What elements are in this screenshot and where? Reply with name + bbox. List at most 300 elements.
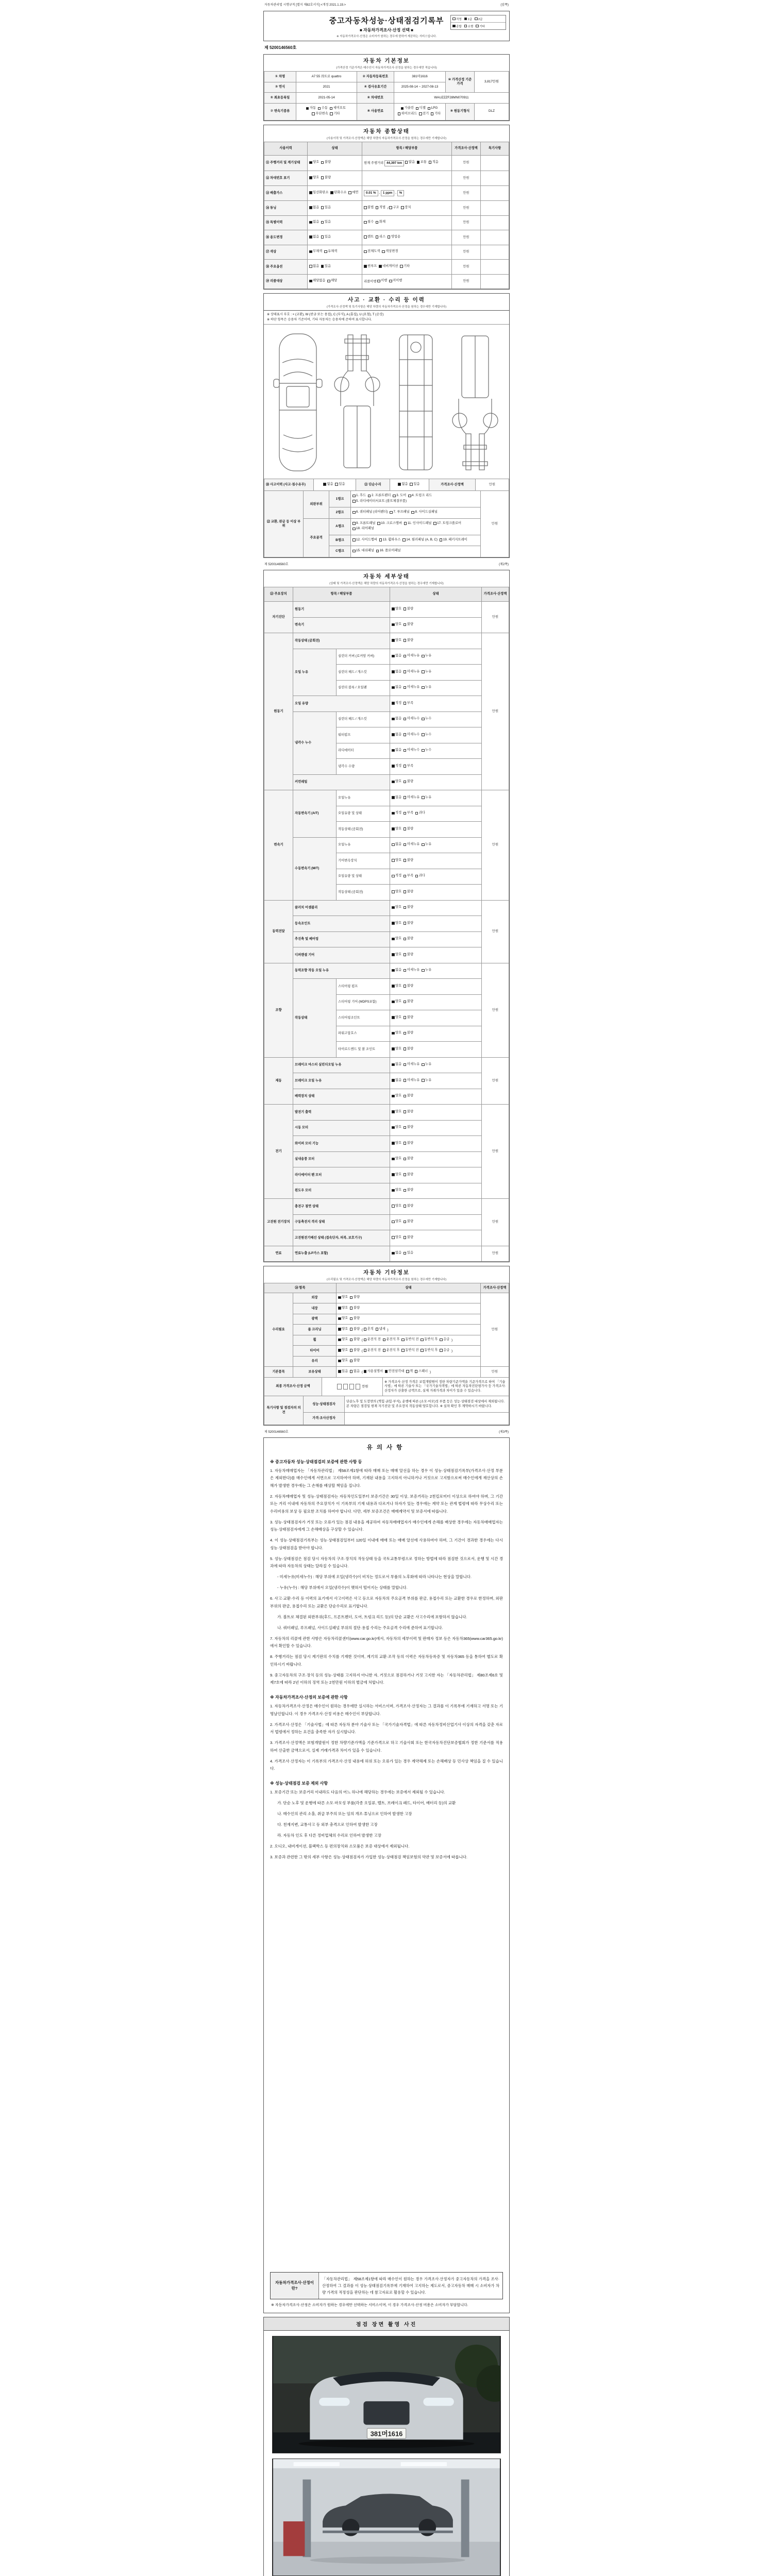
exchange-label: ㉒ 교환, 판금 등 이상 부위 (264, 491, 304, 557)
checkbox-unchecked[interactable]: 기타 (476, 24, 485, 28)
checkbox-checked[interactable]: 해당없음 (309, 279, 325, 283)
checkbox-unchecked[interactable]: 불량 (404, 890, 413, 894)
checkbox-checked[interactable]: 적정 (392, 764, 401, 769)
checkbox-checked[interactable]: 없음 (392, 733, 401, 737)
checkbox-unchecked[interactable]: 수동 (318, 106, 328, 111)
checkbox-unchecked[interactable]: 불량 (404, 1235, 413, 1240)
checkbox-unchecked[interactable]: 누수 (422, 733, 431, 737)
checkbox-checked[interactable]: 있음 (338, 1369, 348, 1374)
checkbox-unchecked[interactable]: 렌트 (364, 235, 374, 240)
checkbox-unchecked[interactable]: 불량 (404, 921, 413, 926)
subitem-label: 스티어링조인트 (337, 1010, 390, 1026)
item-label: 수동변속기 (M/T) (293, 837, 337, 900)
checkbox-unchecked[interactable]: 미세누유 (404, 1062, 419, 1067)
checkbox-unchecked[interactable]: 세미오토 (330, 106, 346, 111)
checkbox-unchecked[interactable]: 있음 (321, 235, 331, 240)
checkbox-icon (361, 1370, 367, 1374)
checkbox-unchecked[interactable]: 3. 도어 (393, 494, 406, 498)
item-label: 등속조인트 (293, 916, 390, 932)
checkbox-unchecked[interactable]: 불량 (404, 1125, 413, 1130)
checkbox-unchecked[interactable]: 운전석 전 (364, 1348, 381, 1353)
state-cell (390, 711, 482, 727)
checkbox-unchecked[interactable]: 누유 (422, 654, 431, 658)
state-cell (308, 274, 362, 289)
checkbox-unchecked[interactable]: 11. 인사이드패널 (404, 521, 432, 526)
checkbox-checked[interactable]: 양호 (392, 1031, 401, 1036)
checkbox-checked[interactable]: 있음 (321, 264, 331, 269)
checkbox-unchecked[interactable]: 누유 (422, 685, 431, 690)
checkbox-unchecked[interactable]: 없음 (309, 264, 319, 269)
remark-cell (481, 245, 509, 260)
checkbox-unchecked[interactable]: 양호 (392, 1235, 401, 1240)
amount-digit-box (343, 1384, 348, 1389)
checkbox-unchecked[interactable]: 12. 사이드멤버 (352, 538, 377, 543)
checkbox-unchecked[interactable]: 있음 (321, 206, 331, 210)
checkbox-checked[interactable]: 없음 (323, 482, 333, 487)
checkbox-unchecked[interactable]: 적정 (392, 874, 401, 878)
checkbox-unchecked[interactable]: 기타 (431, 112, 441, 116)
checkbox-icon (440, 538, 443, 541)
checkbox-checked[interactable]: 적정 (392, 701, 401, 706)
checkbox-icon (422, 796, 425, 799)
checkbox-unchecked[interactable]: 부족 (404, 811, 413, 816)
checkbox-checked[interactable]: 없음 (392, 654, 401, 658)
checkbox-checked[interactable]: 양호 (392, 1188, 401, 1193)
checkbox-checked[interactable]: 양호 (392, 779, 401, 784)
checkbox-unchecked[interactable]: 색상변경 (382, 249, 398, 254)
checkbox-unchecked[interactable]: 불량 (350, 1295, 360, 1300)
checkbox-checked[interactable]: 양호 (309, 176, 319, 180)
checkbox-icon (392, 953, 395, 956)
checkbox-unchecked[interactable]: 불량 (404, 638, 413, 643)
checkbox-unchecked[interactable]: 불량 (404, 607, 413, 612)
checkbox-icon (338, 1360, 341, 1363)
checkbox-icon (404, 765, 407, 768)
checkbox-unchecked[interactable]: 구조 (389, 206, 399, 210)
checkbox-unchecked[interactable]: 불량 (404, 1047, 413, 1052)
remark-cell (481, 215, 509, 230)
checkbox-checked[interactable]: 양호 (392, 1094, 401, 1098)
checkbox-unchecked[interactable]: 19. 패키지트레이 (440, 538, 467, 543)
checkbox-checked[interactable]: 양호 (392, 1157, 401, 1161)
checkbox-unchecked[interactable]: 1. 후드 (352, 494, 366, 498)
checkbox-icon (392, 796, 395, 799)
subitem-label: 스티어링 기어 (MDPS포함) (337, 994, 390, 1010)
checkbox-checked[interactable]: 양호 (392, 921, 401, 926)
checkbox-unchecked[interactable]: 17. 트렁크플로어 (433, 521, 461, 526)
checkbox-unchecked[interactable]: 양호 (392, 1219, 401, 1224)
checkbox-checked[interactable]: 없음 (309, 206, 319, 210)
checkbox-icon (464, 18, 467, 21)
state-cell (337, 1303, 481, 1314)
checkbox-icon (376, 221, 379, 224)
checkbox-unchecked[interactable]: 불량 (404, 937, 413, 941)
table-row (264, 1073, 509, 1089)
checkbox-icon (350, 1349, 353, 1352)
checkbox-checked[interactable]: 양호 (392, 622, 401, 627)
checkbox-checked[interactable]: 양호 (392, 827, 401, 832)
checkbox-unchecked[interactable]: 누유 (422, 968, 431, 973)
checkbox-checked[interactable]: 없음 (392, 1251, 401, 1256)
checkbox-icon (383, 1338, 386, 1342)
table-row (264, 979, 509, 995)
checkbox-checked[interactable]: 없음 (398, 482, 408, 487)
checkbox-unchecked[interactable]: 4. 트렁크 리드 (408, 494, 432, 498)
checkbox-unchecked[interactable]: 기타 (400, 264, 410, 269)
checkbox-unchecked[interactable]: 침수 (364, 220, 374, 225)
state-cell (337, 1367, 481, 1378)
subitem-label: 실린더 헤드 / 개스킷 (337, 665, 390, 681)
checkbox-unchecked[interactable]: 불량 (404, 779, 413, 784)
checkbox-unchecked[interactable]: 불량 (350, 1316, 360, 1321)
checkbox-unchecked[interactable]: 무단변속 (312, 112, 328, 116)
section-comprehensive-state-title: 자동차 종합상태 (363, 128, 410, 134)
checkbox-checked[interactable]: 양호 (338, 1306, 348, 1311)
table-row (264, 963, 509, 979)
checkbox-unchecked[interactable]: 동반석 전 (401, 1348, 418, 1353)
table-row (264, 230, 509, 245)
checkbox-unchecked[interactable]: 과다 (415, 874, 425, 878)
checkbox-unchecked[interactable]: LPG (428, 106, 438, 111)
table-row (264, 602, 509, 618)
checkbox-unchecked[interactable]: 불량 (404, 1173, 413, 1177)
comprehensive-table (264, 142, 509, 290)
checkbox-checked[interactable]: 없음 (309, 220, 319, 225)
checkbox-checked[interactable]: 양호 (309, 160, 319, 165)
item-label: 브레이크 마스터 실린더오일 누유 (293, 1057, 390, 1073)
checkbox-unchecked[interactable]: 디젤 (416, 106, 426, 111)
item-label: 커먼레일 (293, 774, 390, 790)
checkbox-unchecked[interactable]: 운전석 후 (383, 1348, 400, 1353)
checkbox-unchecked[interactable]: 미이행 (389, 279, 402, 283)
checkbox-unchecked[interactable]: 리스 (376, 235, 385, 240)
checkbox-unchecked[interactable]: 영업용 (388, 235, 400, 240)
inspector-class-box (450, 15, 506, 30)
checkbox-unchecked[interactable]: 누유 (422, 670, 431, 674)
checkbox-unchecked[interactable]: 많음 (405, 160, 415, 165)
checkbox-unchecked[interactable]: 불량 (404, 984, 413, 989)
checkbox-checked[interactable]: 자동 (306, 106, 316, 111)
checkbox-unchecked[interactable]: 없음 (392, 842, 401, 847)
checkbox-unchecked[interactable]: 5. 라디에이터서포트 (볼트체결부품) (352, 499, 407, 504)
checkbox-checked[interactable]: 네비게이션 (379, 264, 398, 269)
checkbox-checked[interactable]: 무채색 (309, 249, 322, 254)
checkbox-checked[interactable]: 양호 (392, 1141, 401, 1146)
checkbox-unchecked[interactable]: 흔적 (364, 1327, 374, 1332)
checkbox-checked[interactable]: 양호 (392, 638, 401, 643)
checkbox-unchecked[interactable]: 적법 (376, 206, 385, 210)
checkbox-checked[interactable]: 없음 (392, 670, 401, 674)
checkbox-checked[interactable]: 안전삼각대 (385, 1369, 404, 1374)
car-diagram-front-frame (330, 329, 384, 476)
checkbox-icon (338, 1328, 341, 1331)
checkbox-unchecked[interactable]: 미세누수 (404, 733, 419, 737)
field-value (394, 103, 446, 120)
checkbox-icon (404, 843, 407, 846)
checkbox-icon (398, 112, 401, 115)
table-row (264, 900, 509, 916)
checkbox-unchecked[interactable]: 없음 (350, 1369, 360, 1374)
checkbox-checked[interactable]: 썬루프 (364, 264, 377, 269)
checkbox-unchecked[interactable]: 불량 (404, 1188, 413, 1193)
checkbox-unchecked[interactable]: 있음 (404, 1251, 413, 1256)
checkbox-unchecked[interactable]: 있음 (410, 482, 419, 487)
checkbox-unchecked[interactable]: 해당 (327, 279, 337, 283)
checkbox-icon (404, 1205, 407, 1208)
checkbox-unchecked[interactable]: 불량 (350, 1327, 360, 1332)
notice-item: 가. 단순 노후 및 운행에 따른 소모·마모성 부품(각종 오일류, 벨트, 브레이크 패드, 타이어, 배터리 등)의 교환 (277, 1801, 456, 1806)
checkbox-unchecked[interactable]: 불량 (350, 1348, 360, 1353)
price-cell: 만원 (452, 156, 481, 171)
checkbox-checked[interactable]: 없음 (309, 235, 319, 240)
state-cell (390, 1151, 482, 1167)
checkbox-icon (392, 1126, 395, 1129)
state-cell (390, 1120, 482, 1136)
checkbox-icon (321, 176, 324, 179)
checkbox-unchecked[interactable]: 부족 (404, 874, 413, 878)
price-cell: 만원 (481, 491, 509, 557)
checkbox-checked[interactable]: 없음 (392, 1062, 401, 1067)
rank-label: B랭크 (329, 535, 351, 546)
item-label: 타이어 (293, 1346, 337, 1357)
checkbox-checked[interactable]: 사용설명서 (364, 1369, 383, 1374)
checkbox-checked[interactable]: 일산화탄소 (309, 191, 328, 195)
checkbox-unchecked[interactable]: 7. 루프패널 (390, 510, 409, 515)
section-photos (263, 2317, 510, 2576)
checkbox-unchecked[interactable]: 14. 필러패널 (A, B, C) (402, 538, 438, 543)
notice-item: 6. 사고·교환·수리 등 이력의 표기에서 사고이력은 사고 등으로 자동차의 주요골격 부위를 판금, 용접수리 또는 교환한 경우로 한정하며, 외판부위의 판금, 용접수리 또는 교환은 단순수리로 표기합니다. (270, 1596, 503, 1608)
checkbox-unchecked[interactable]: 있음 (335, 482, 345, 487)
checkbox-unchecked[interactable]: 소형 (464, 24, 474, 28)
checkbox-unchecked[interactable]: 유채색 (324, 249, 337, 254)
checkbox-unchecked[interactable]: 불량 (404, 1141, 413, 1146)
checkbox-unchecked[interactable]: 불량 (350, 1359, 360, 1363)
checkbox-checked[interactable]: 양호 (392, 905, 401, 910)
checkbox-unchecked[interactable]: 매연 (348, 191, 358, 195)
item-label: 충전구 절연 상태 (293, 1199, 390, 1215)
checkbox-unchecked[interactable]: 응급 (440, 1337, 449, 1342)
checkbox-unchecked[interactable]: 9. 프론트패널 (352, 521, 375, 526)
checkbox-unchecked[interactable]: 부족 (404, 701, 413, 706)
etc-info-table (264, 1283, 509, 1378)
checkbox-checked[interactable]: 양호 (338, 1348, 348, 1353)
checkbox-unchecked[interactable]: 불량 (404, 1157, 413, 1161)
item-label: 내장 (293, 1303, 337, 1314)
checkbox-unchecked[interactable]: 동반석 전 (401, 1337, 418, 1342)
checkbox-checked[interactable]: 양호 (392, 1125, 401, 1130)
checkbox-checked[interactable]: 없음 (392, 717, 401, 721)
checkbox-unchecked[interactable]: 18. 리어패널 (352, 527, 374, 531)
checkbox-unchecked[interactable]: 장치 (401, 206, 411, 210)
checkbox-unchecked[interactable]: 미세누유 (404, 685, 419, 690)
checkbox-unchecked[interactable]: 있음 (321, 220, 331, 225)
checkbox-unchecked[interactable]: 불량 (404, 1015, 413, 1020)
checkbox-unchecked[interactable]: 불량 (404, 999, 413, 1004)
checkbox-icon (404, 1095, 407, 1098)
checkbox-checked[interactable]: 양호 (338, 1327, 348, 1332)
remark-cell (481, 156, 509, 171)
checkbox-unchecked[interactable]: 불량 (404, 1031, 413, 1036)
checkbox-checked[interactable]: 양호 (338, 1337, 348, 1342)
checkbox-icon (364, 221, 367, 224)
checkbox-unchecked[interactable]: 불량 (404, 1110, 413, 1114)
checkbox-icon (452, 25, 456, 28)
checkbox-unchecked[interactable]: 미세누유 (404, 968, 419, 973)
checkbox-unchecked[interactable]: 16. 플로어패널 (376, 549, 401, 553)
checkbox-unchecked[interactable]: 전체도색 (364, 249, 380, 254)
checkbox-unchecked[interactable]: 미세누유 (404, 1078, 419, 1083)
checkbox-icon (324, 250, 327, 253)
checkbox-checked[interactable]: 종합 (452, 24, 462, 28)
item-label: 보유상태 (293, 1367, 337, 1378)
checkbox-unchecked[interactable]: 불량 (404, 1219, 413, 1224)
checkbox-unchecked[interactable]: 잭 (406, 1369, 413, 1374)
notice-item: - 미세누유(미세누수) : 해당 부위에 오일(냉각수)이 비치는 정도로서 부품의 노후화에 따라 나타나는 현상을 말합니다. (277, 1574, 472, 1580)
checkbox-checked[interactable]: 양호 (392, 984, 401, 989)
checkbox-unchecked[interactable]: 누유 (422, 842, 431, 847)
checkbox-checked[interactable]: 1급 (464, 17, 472, 21)
checkbox-icon (309, 265, 312, 268)
checkbox-unchecked[interactable]: 불량 (404, 905, 413, 910)
checkbox-unchecked[interactable]: 누수 (422, 717, 431, 721)
checkbox-icon (404, 1063, 407, 1066)
checkbox-unchecked[interactable]: 10. 크로스멤버 (377, 521, 402, 526)
checkbox-unchecked[interactable]: 미세누유 (404, 795, 419, 800)
checkbox-unchecked[interactable]: 8. 사이드실패널 (411, 510, 438, 515)
checkbox-checked[interactable]: 보통 (417, 160, 427, 165)
checkbox-checked[interactable]: 없음 (392, 1078, 401, 1083)
checkbox-checked[interactable]: 양호 (338, 1295, 348, 1300)
checkbox-unchecked[interactable]: 하이브리드 (398, 112, 417, 116)
state-cell (390, 806, 482, 822)
checkbox-unchecked[interactable]: 2. 프론트펜더 (368, 494, 391, 498)
amount-digit-box (356, 1384, 360, 1389)
checkbox-icon (401, 206, 404, 209)
checkbox-unchecked[interactable]: 누유 (422, 795, 431, 800)
checkbox-unchecked[interactable]: 양호 (392, 858, 401, 863)
checkbox-unchecked[interactable]: 불량 (404, 953, 413, 957)
checkbox-unchecked[interactable]: 응급 (440, 1348, 449, 1353)
state-cell (308, 156, 362, 171)
checkbox-checked[interactable]: 없음 (392, 748, 401, 753)
section-basic-info-title: 자동차 기본정보 (363, 58, 410, 64)
checkbox-unchecked[interactable]: 전기 (419, 112, 429, 116)
checkbox-checked[interactable]: 가솔린 (401, 106, 414, 111)
checkbox-unchecked[interactable]: 양호 (392, 890, 401, 894)
checkbox-checked[interactable]: 양호 (392, 1015, 401, 1020)
checkbox-icon (350, 1370, 353, 1373)
checkbox-checked[interactable]: 양호 (338, 1359, 348, 1363)
checkbox-unchecked[interactable]: 미세누수 (404, 717, 419, 721)
checkbox-icon (392, 623, 395, 626)
price-cell: 만원 (452, 215, 481, 230)
checkbox-checked[interactable]: 양호 (392, 607, 401, 612)
checkbox-unchecked[interactable]: 운전석 전 (364, 1337, 381, 1342)
section-notice (263, 1437, 510, 2313)
checkbox-unchecked[interactable]: 불량 (404, 622, 413, 627)
checkbox-checked[interactable]: 탄화수소 (330, 191, 346, 195)
item-label: 추진축 및 베어링 (293, 931, 390, 947)
checkbox-unchecked[interactable]: 부족 (404, 764, 413, 769)
checkbox-checked[interactable]: 없음 (392, 968, 401, 973)
checkbox-unchecked[interactable]: 미세누유 (404, 654, 419, 658)
checkbox-checked[interactable]: 양호 (392, 1110, 401, 1114)
item-label: 오일 유량 (293, 696, 390, 712)
checkbox-unchecked[interactable]: 불법 (364, 206, 374, 210)
device-label: 원동기 (264, 633, 293, 790)
checkbox-unchecked[interactable]: 미세누유 (404, 842, 419, 847)
checkbox-checked[interactable]: 양호 (392, 1173, 401, 1177)
item-label: 클러치 어셈블리 (293, 900, 390, 916)
checkbox-unchecked[interactable]: 불량 (321, 160, 331, 165)
checkbox-icon (392, 875, 395, 878)
checkbox-unchecked[interactable]: 불량 (350, 1306, 360, 1311)
checkbox-unchecked[interactable]: 스패너 (415, 1369, 428, 1374)
checkbox-icon (404, 906, 407, 909)
checkbox-unchecked[interactable]: 운전석 후 (383, 1337, 400, 1342)
checkbox-unchecked[interactable]: 13. 휠하우스 (379, 538, 401, 543)
checkbox-unchecked[interactable]: 불량 (321, 176, 331, 180)
detail-cell (362, 230, 452, 245)
checkbox-checked[interactable]: 양호 (392, 937, 401, 941)
checkbox-icon (475, 18, 478, 21)
checkbox-checked[interactable]: 양호 (338, 1316, 348, 1321)
checkbox-checked[interactable]: 양호 (392, 953, 401, 957)
checkbox-unchecked[interactable]: 불량 (404, 1204, 413, 1209)
checkbox-unchecked[interactable]: 화재 (376, 220, 385, 225)
checkbox-icon (404, 890, 407, 893)
checkbox-unchecked[interactable]: 직영 (452, 17, 462, 21)
checkbox-unchecked[interactable]: 15. 대쉬패널 (352, 549, 374, 553)
checkbox-unchecked[interactable]: 이행 (377, 279, 387, 283)
checkbox-checked[interactable]: 없음 (392, 685, 401, 690)
checkbox-icon (404, 639, 407, 642)
checkbox-unchecked[interactable]: 2급 (475, 17, 482, 21)
checkbox-unchecked[interactable]: 불량 (404, 1094, 413, 1098)
checkbox-unchecked[interactable]: 불량 (404, 827, 413, 832)
checkbox-unchecked[interactable]: 누수 (422, 748, 431, 753)
table-row (264, 1335, 509, 1346)
table-row (264, 711, 509, 727)
checkbox-checked[interactable]: 적정 (392, 811, 401, 816)
checkbox-unchecked[interactable]: 미세누유 (404, 670, 419, 674)
remark-cell (481, 185, 509, 201)
column-header: ㉔ 항목 (264, 1283, 337, 1293)
checkbox-unchecked[interactable]: 불량 (350, 1337, 360, 1342)
checkbox-unchecked[interactable]: 미세누수 (404, 748, 419, 753)
state-cell (337, 1335, 481, 1346)
checkbox-unchecked[interactable]: 과다 (415, 811, 425, 816)
checkbox-unchecked[interactable]: 동반석 후 (421, 1337, 438, 1342)
checkbox-icon (415, 875, 418, 878)
checkbox-unchecked[interactable]: 적음 (429, 160, 439, 165)
car-damage-diagrams (264, 325, 509, 479)
checkbox-unchecked[interactable]: 누유 (422, 1062, 431, 1067)
checkbox-unchecked[interactable]: 기타 (330, 112, 340, 116)
checkbox-icon (338, 1296, 341, 1299)
checkbox-unchecked[interactable]: 누유 (422, 1078, 431, 1083)
checkbox-unchecked[interactable]: 냄새 (376, 1327, 385, 1332)
checkbox-unchecked[interactable]: 6. 쿼터패널 (리어펜더) (352, 510, 388, 515)
state-cell (390, 774, 482, 790)
usage-item-label: ⑯ 용도변경 (264, 230, 308, 245)
checkbox-checked[interactable]: 없음 (392, 795, 401, 800)
checkbox-unchecked[interactable]: 양호 (392, 1204, 401, 1209)
checkbox-checked[interactable]: 양호 (392, 999, 401, 1004)
checkbox-checked[interactable]: 양호 (392, 1047, 401, 1052)
checkbox-unchecked[interactable]: 불량 (404, 858, 413, 863)
checkbox-unchecked[interactable]: 동반석 후 (421, 1348, 438, 1353)
